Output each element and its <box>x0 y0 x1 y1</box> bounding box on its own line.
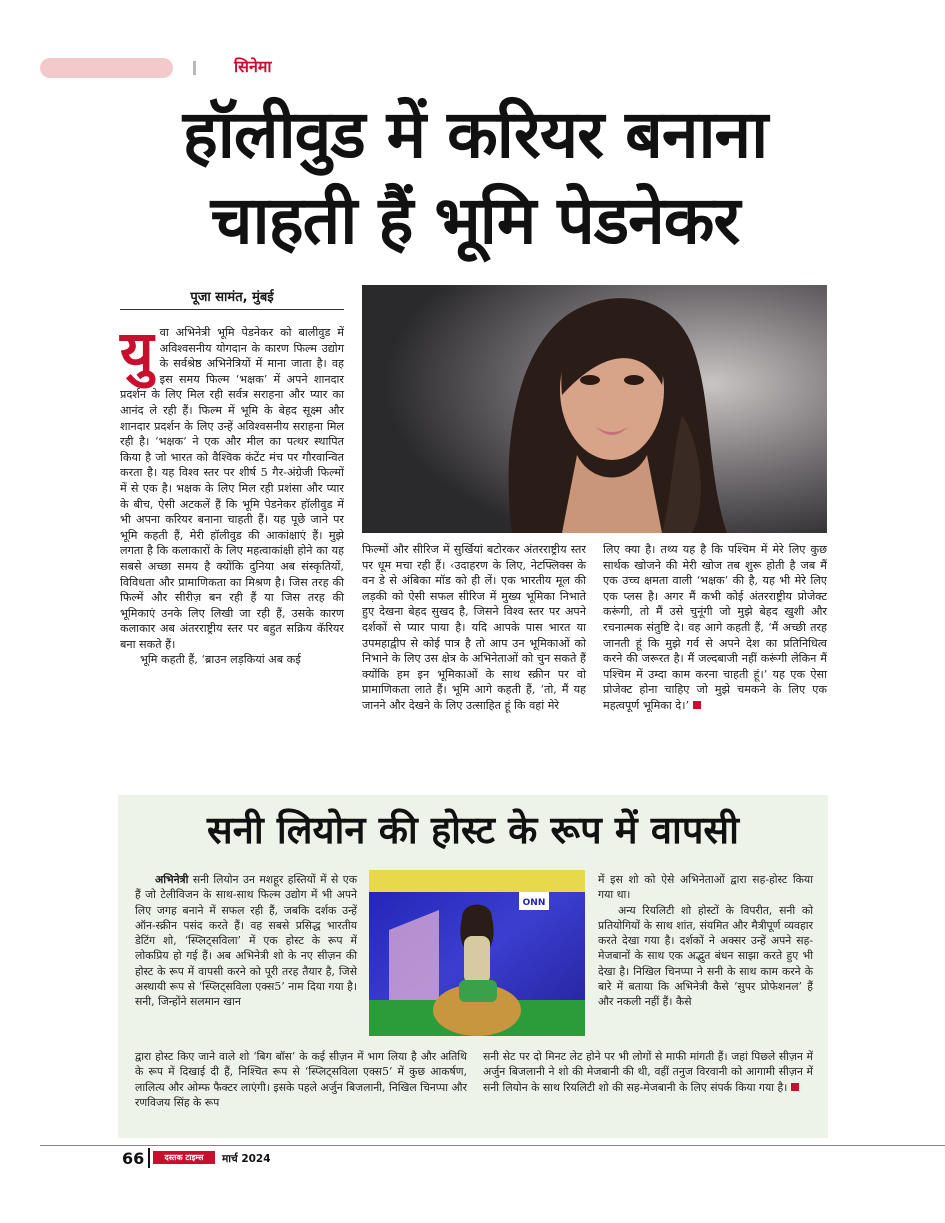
end-mark <box>693 701 701 709</box>
page-number: 66 <box>122 1149 145 1168</box>
footer-separator <box>148 1148 150 1168</box>
article2-bottom-left-text: द्वारा होस्ट किए जाने वाले शो ‘बिग बॉस’ के कई सीज़न में भाग लिया है और अतिथि के रूप में दिखाई दी हैं, निश्चित रूप से ‘स्प्लिट्सविला एक्स5’ में कुछ आकर्षण, लालित्य और ओम्फ फैक्टर लाएंगी। इसके पहले अर्जुन बिजलानी, निखिल चिनप्पा और रणविजय सिंह के रूप <box>135 1050 467 1109</box>
section-pill <box>40 58 173 78</box>
publication-name: दस्तक टाइम्स <box>164 1153 204 1162</box>
article2-column-3-paragraph-2: अन्य रियलिटी शो होस्टों के विपरीत, सनी को प्रतियोगियों के साथ शांत, संयमित और मैत्रीपूर्ण व्यवहार करते देखा गया है। दर्शकों ने अक्सर उन्हें अपने सह-मेजबानों के साथ एक अद्भुत बंधन साझा करते हुए भी देखा है। निखिल चिनप्पा ने सनी के साथ काम करने के बारे में बताया कि अभिनेत्री कैसे ‘सुपर प्रोफेशनल’ हैं और नकली नहीं हैं। कैसे <box>598 903 813 1009</box>
dropcap: यु <box>120 318 154 386</box>
stage-illustration <box>369 870 585 1036</box>
article2-bottom-right-text: सनी सेट पर दो मिनट लेट होने पर भी लोगों से माफी मांगती हैं। जहां पिछले सीज़न में अर्जुन बिजलानी ने शो की मेजबानी की थी, वहीं तनुज विरवानी को आगामी सीज़न में सनी लियोन के साथ रियलिटी शो की सह-मेजबानी के लिए संपर्क किया गया है। <box>483 1050 813 1094</box>
article2-lead-word: अभिनेत्री <box>155 873 189 886</box>
bhumi-pednekar-photo <box>362 285 827 533</box>
article1-paragraph-2: भूमि कहती हैं, ‘ब्राउन लड़कियां अब कई <box>140 653 301 667</box>
end-mark <box>791 1083 799 1091</box>
article1-column-2 <box>362 542 586 714</box>
portrait-illustration <box>362 285 827 533</box>
article2-bottom-right <box>483 1049 813 1095</box>
article2-column-3-paragraph-1: में इस शो को ऐसे अभिनेताओं द्वारा सह-होस्ट किया गया था। <box>598 873 813 902</box>
sunny-leone-photo <box>369 870 585 1036</box>
article1-paragraph-1: वा अभिनेत्री भूमि पेडनेकर को बालीवुड में अविश्वसनीय योगदान के कारण फिल्म उद्योग के सर्वश्रेष्ठ अभिनेत्रियों में माना जाता है। वह इस समय फिल्म ‘भक्षक’ में अपने शानदार प्रदर्शन के लिए मिल रही सर्वत्र सराहना और प्यार का आनंद ले रही हैं। फिल्म में भूमि के बेहद सूक्ष्म और शानदार प्रदर्शन के लिए उन्हें अविश्वसनीय सराहना मिल रही है। ‘भक्षक’ ने एक और मील का पत्थर स्थापित किया है जो भारत को वैश्विक कंटेंट मंच पर गौरवान्वित करता है। यह विश्व स्तर पर शीर्ष 5 गैर-अंग्रेजी फिल्मों में से एक है। भक्षक के लिए मिल रही प्रशंसा और प्यार के बीच, ऐसी अटकलें हैं कि भूमि पेडनेकर हॉलीवुड में भी अपना करियर बनाना चाहती हैं। यह पूछे जाने पर भूमि कहती हैं, मेरी हॉलीवुड की आकांक्षाएं हैं। मुझे लगता है कि कलाकारों के लिए महत्वाकांक्षी होने का यह सबसे अच्छा समय है क्योंकि दुनिया अब संस्कृतियों, विविधता और प्रामाणिकता का मिश्रण है। जिस तरह की फिल्में और सीरीज़ बन रही हैं या जिस तरह की भूमिकाएं उनके लिए लिखी जा रही हैं, उसके कारण कलाकार अब अंतरराष्ट्रीय स्तर पर बहुत सक्रिय कॅरियर बना सकते हैं। <box>120 326 344 651</box>
byline: पूजा सामंत, मुंबई <box>120 287 344 310</box>
footer-rule <box>40 1145 945 1146</box>
article1-column-2-text: फिल्मों और सीरिज में सुर्खियां बटोरकर अंतरराष्ट्रीय स्तर पर धूम मचा रही हैं। ‹उदाहरण के लिए, नेटफ्लिक्स के वन डे से अंबिका मॉड को ही लें। एक भारतीय मूल की लड़की को ऐसी सफल सीरिज में मुख्य भूमिका निभाते हुए देखना बेहद सुखद है, जिसने विश्व स्तर पर अपने दर्शकों से प्यार पाया है। यदि आपके पास भारत या उपमहाद्वीप से कोई पात्र है तो आप उन भूमिकाओं को निभाने के लिए उस क्षेत्र के अभिनेताओं को चुन सकते हैं क्योंकि हम इन भूमिकाओं के साथ स्क्रीन पर वो प्रामाणिकता लाते हैं। भूमि आगे कहती हैं, ‘तो, मैं यह जानने और देखने के लिए उत्साहित हूं कि वहां मेरे <box>362 543 586 712</box>
article2-column-1 <box>135 872 357 1010</box>
article2-column-1-text: सनी लियोन उन मशहूर हस्तियों में से एक हैं जो टेलीविजन के साथ-साथ फिल्म उद्योग में भी अपने लिए जगह बनाने में सफल रही हैं, जबकि दर्शक उन्हें ऑन-स्क्रीन पसंद करते हैं। वह सबसे प्रसिद्ध भारतीय डेटिंग शो, ‘स्प्लिट्सविला’ में एक होस्ट के रूप में लोकप्रिय हो गई हैं। अब अभिनेत्री शो के नए सीज़न की होस्ट के रूप में वापसी करने को पूरी तरह तैयार है, जिसे अस्थायी रूप से ‘स्प्लिट्सविला एक्स5’ नाम दिया गया है। सनी, जिन्होंने सलमान खान <box>135 873 357 1009</box>
article1-column-1 <box>120 318 344 668</box>
photo-logo: ONN <box>522 898 546 908</box>
section-divider <box>193 61 196 75</box>
section-label: सिनेमा <box>234 57 272 76</box>
article2-headline: सनी लियोन की होस्ट के रूप में वापसी <box>207 808 739 852</box>
article1-column-3 <box>603 542 827 714</box>
publication-logo <box>153 1151 215 1164</box>
article2-column-3 <box>598 872 813 1010</box>
issue-date: मार्च 2024 <box>222 1153 271 1165</box>
headline-line-1: हॉलीवुड में करियर बनाना <box>182 96 768 173</box>
article1-headline <box>60 92 890 264</box>
headline-line-2: चाहती हैं भूमि पेडनेकर <box>210 182 740 259</box>
article1-column-3-text: लिए क्या है। तथ्य यह है कि पश्चिम में मेरे लिए कुछ सार्थक खोजने की मेरी खोज तब शुरू होती है जब मैं एक उच्च क्षमता वाली ‘भक्षक’ की है, यह भी मेरे लिए एक प्लस है। अगर मैं कभी कोई अंतरराष्ट्रीय प्रोजेक्ट करूंगी, तो मैं उसे चुनूंगी जो मुझे बेहद खुशी और रचनात्मक संतुष्टि दे। वह आगे कहती हैं, ‘मैं अच्छी तरह जानती हूं कि मुझे गर्व से अपने देश का प्रतिनिधित्व करने की जरूरत है। मैं जल्दबाजी नहीं करूंगी लेकिन मैं पश्चिम में उम्दा काम करना चाहती हूं।’ यह एक ऐसा प्रोजेक्ट होना चाहिए जो मुझे चमकने के लिए एक महत्वपूर्ण भूमिका दे।’ <box>603 543 827 712</box>
article2-bottom-left <box>135 1049 467 1110</box>
